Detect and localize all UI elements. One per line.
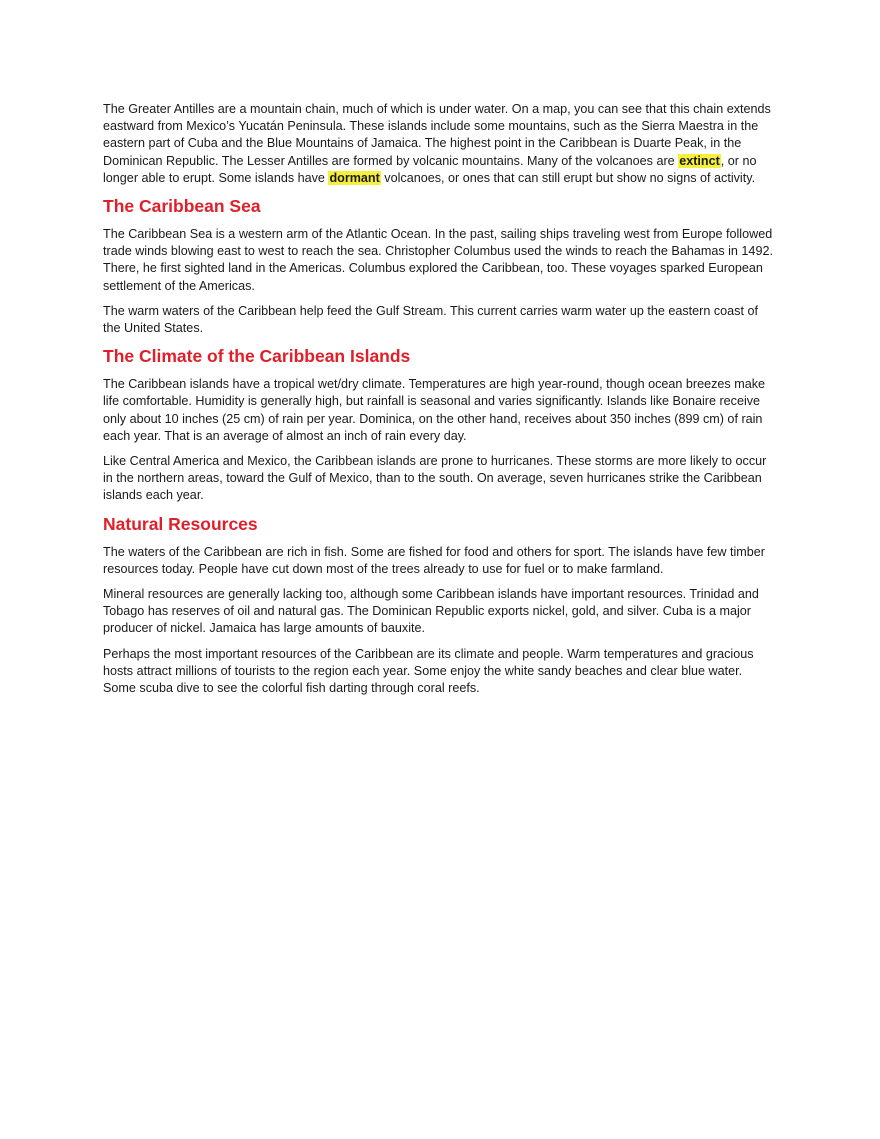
paragraph: The warm waters of the Caribbean help feed the Gulf Stream. This current carries warm water up the eastern coast of the United States. [103,303,758,336]
highlighted-term-dormant: dormant [329,170,380,185]
paragraph: Mineral resources are generally lacking too, although some Caribbean islands have important resources. Trinidad and Tobago has reserves of oil and natural gas. The Dominican Republic exports nickel, gold, and silver. Cuba is a major producer of nickel. Jamaica has large amounts of bauxite. [103,587,759,636]
paragraph: Perhaps the most important resources of the Caribbean are its climate and people. Warm temperatures and gracious hosts attract millions of tourists to the region each year. Some enjoy the white sandy beaches and clear blue water. Some scuba dive to see the colorful fish darting through coral reefs. [103,646,754,696]
section-heading-caribbean-sea: The Caribbean Sea [103,196,261,217]
highlighted-term-extinct: extinct [679,153,720,168]
section-heading-climate: The Climate of the Caribbean Islands [103,346,411,367]
paragraph: The Caribbean Sea is a western arm of the Atlantic Ocean. In the past, sailing ships traveling west from Europe followed trade winds blowing east to west to reach the sea. Christopher Columbus used the winds to reach the Bahamas in 1492. There, he first sighted land in the Americas. Columbus explored the Caribbean, too. These voyages sparked European settlement of the Americas. [103,227,773,293]
intro-text-part-2: , or no longer able to erupt. Some islands have [103,153,757,185]
intro-paragraph [103,101,775,187]
paragraph: The waters of the Caribbean are rich in fish. Some are fished for food and others for sport. The islands have few timber resources today. People have cut down most of the trees already to use for fuel or to make farmland. [103,544,765,576]
section-heading-natural-resources: Natural Resources [103,513,258,534]
document-page [103,101,775,705]
intro-text-part-3: volcanoes, or ones that can still erupt but show no signs of activity. [380,170,756,185]
paragraph: Like Central America and Mexico, the Caribbean islands are prone to hurricanes. These storms are more likely to occur in the northern areas, toward the Gulf of Mexico, than to the south. On average, seven hurricanes strike the Caribbean islands each year. [103,454,767,503]
paragraph: The Caribbean islands have a tropical wet/dry climate. Temperatures are high year-round, though ocean breezes make life comfortable. Humidity is generally high, but rainfall is seasonal and varies significantly. Islands like Bonaire receive only about 10 inches (25 cm) of rain per year. Dominica, on the other hand, receives about 350 inches (899 cm) of rain each year. That is an average of almost an inch of rain every day. [103,377,766,443]
intro-text-part-1: The Greater Antilles are a mountain chain, much of which is under water. On a map, you can see that this chain extends eastward from Mexico’s Yucatán Peninsula. These islands include some mountains, such as the Sierra Maestra in the eastern part of Cuba and the Blue Mountains of Jamaica. The highest point in the Caribbean is Duarte Peak, in the Dominican Republic. The Lesser Antilles are formed by volcanic mountains. Many of the volcanoes are [103,102,771,168]
